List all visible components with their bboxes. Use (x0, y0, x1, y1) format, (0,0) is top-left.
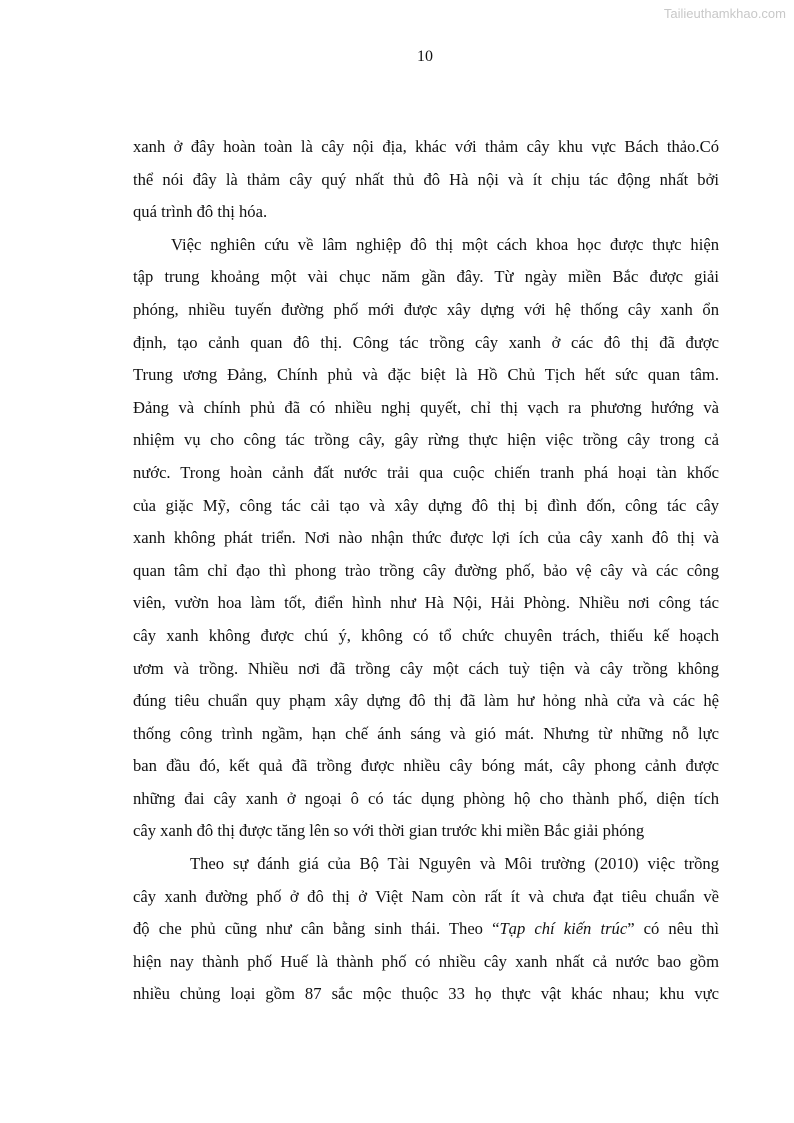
text-line: ban đầu đó, kết quả đã trồng được nhiều cây bóng mát, cây phong cảnh được (133, 756, 719, 776)
text-line: định, tạo cảnh quan đô thị. Công tác trồng cây xanh ở các đô thị đã được (133, 332, 719, 352)
text-line: hiện nay thành phố Huế là thành phố có nhiều cây xanh nhất cả nước bao gồm (133, 951, 719, 971)
text-line: cây xanh đường phố ở đô thị ở Việt Nam còn rất ít và chưa đạt tiêu chuẩn về (133, 886, 719, 906)
text-line: những đai cây xanh ở ngoại ô có tác dụng phòng hộ cho thành phố, diện tích (133, 788, 719, 808)
document-body (133, 131, 719, 1011)
text-line: quan tâm chỉ đạo thì phong trào trồng cây đường phố, bảo vệ cây và các công (133, 560, 719, 580)
text-line: Đảng và chính phủ đã có nhiều nghị quyết, chỉ thị vạch ra phương hướng và (133, 397, 719, 417)
text-line: tập trung khoảng một vài chục năm gần đây. Từ ngày miền Bắc được giải (133, 267, 719, 287)
text-line: xanh không phát triển. Nơi nào nhận thức được lợi ích của cây xanh đô thị và (133, 528, 719, 548)
text-line: Trung ương Đảng, Chính phủ và đặc biệt là Hồ Chủ Tịch hết sức quan tâm. (133, 365, 719, 385)
text-line: Theo sự đánh giá của Bộ Tài Nguyên và Môi trường (2010) việc trồng (190, 854, 719, 874)
text-line: cây xanh đô thị được tăng lên so với thời gian trước khi miền Bắc giải phóng (133, 821, 645, 841)
page-number: 10 (417, 48, 433, 65)
watermark: Tailieuthamkhao.com (663, 6, 786, 21)
text-line: cây xanh không được chú ý, không có tổ chức chuyên trách, thiếu kế hoạch (133, 625, 719, 645)
text-line: xanh ở đây hoàn toàn là cây nội địa, khác với thảm cây khu vực Bách thảo.Có (133, 137, 719, 156)
text-segment: ” có nêu thì (627, 919, 719, 939)
text-line: ươm và trồng. Nhiều nơi đã trồng cây một cách tuỳ tiện và cây trồng không (133, 658, 719, 678)
text-line: quá trình đô thị hóa. (133, 202, 268, 222)
text-line: Việc nghiên cứu về lâm nghiệp đô thị một cách khoa học được thực hiện (171, 234, 719, 254)
journal-title: Tạp chí kiến trúc (499, 919, 628, 939)
paragraph-1 (133, 131, 719, 229)
text-line: phóng, nhiều tuyến đường phố mới được xây dựng với hệ thống cây xanh ổn (133, 299, 719, 319)
text-line: nước. Trong hoàn cảnh đất nước trải qua cuộc chiến tranh phá hoại tàn khốc (133, 462, 719, 482)
paragraph-2 (133, 229, 719, 848)
text-line: nhiều chủng loại gồm 87 sắc mộc thuộc 33 họ thực vật khác nhau; khu vực (133, 984, 719, 1004)
paragraph-3 (133, 848, 719, 1011)
text-line: thể nói đây là thảm cây quý nhất thủ đô Hà nội và ít chịu tác động nhất bởi (133, 169, 719, 189)
text-line: của giặc Mỹ, công tác cải tạo và xây dựng đô thị bị đình đốn, công tác cây (133, 495, 719, 515)
text-line: viên, vườn hoa làm tốt, điển hình như Hà Nội, Hải Phòng. Nhiều nơi công tác (133, 593, 719, 613)
text-line: thống công trình ngầm, hạn chế ánh sáng và gió mát. Nhưng từ những nỗ lực (133, 723, 719, 743)
text-line: đúng tiêu chuẩn quy phạm xây dựng đô thị đã làm hư hỏng nhà cửa và các hệ (133, 691, 719, 711)
text-line: nhiệm vụ cho công tác trồng cây, gây rừng thực hiện việc trồng cây trong cả (133, 430, 719, 450)
text-line-with-title (133, 913, 719, 946)
text-segment: độ che phủ cũng như cân bằng sinh thái. Theo “ (133, 919, 500, 939)
